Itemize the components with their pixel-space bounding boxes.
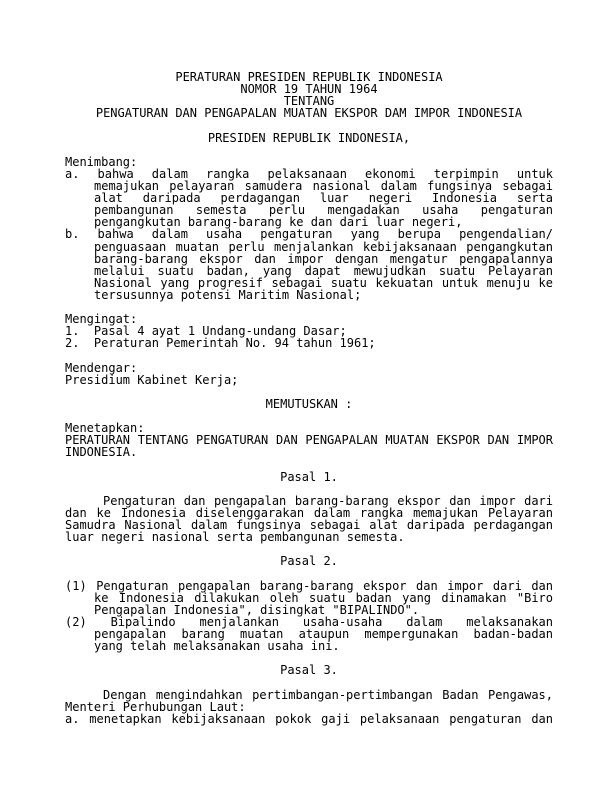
blank-line (65, 350, 553, 362)
mengingat-item-line: 2. Peraturan Pemerintah No. 94 tahun 1961; (65, 336, 376, 351)
menimbang-item-b-line: b. bahwa dalam usaha pengaturan yang berupa pengendalian/ (65, 227, 553, 242)
menimbang-item-a-line: pembangunan semesta perlu mengadakan usaha pengaturan (94, 203, 553, 218)
pasal1-heading: Pasal 1. (280, 469, 338, 484)
pasal2-item2-line: pengapalan barang muatan ataupun mempergunakan badan-badan (94, 627, 553, 642)
menimbang-item-b-line: Nasional yang progresif sebagai suatu kekuatan untuk menuju ke (94, 275, 553, 290)
menimbang-label: Menimbang: (65, 154, 138, 169)
blank-line (65, 676, 553, 688)
menimbang-item-b-line: barang-barang ekspor dan impor dengan mengatur pengapalannya (94, 251, 553, 266)
pasal1-body-line: Samudra Nasional dalam fungsinya sebagai alat daripada perdagangan (65, 518, 553, 533)
menetapkan-label: Menetapkan: (65, 421, 145, 436)
blank-line (65, 301, 553, 313)
blank-line (65, 567, 553, 579)
document-text-column (65, 71, 553, 725)
pasal3-body-line: Menteri Perhubungan Laut: (65, 699, 246, 714)
pasal2-heading: Pasal 2. (280, 554, 338, 569)
pasal1-body-line: dan ke Indonesia diselenggarakan dalam rangka memajukan Pelayaran (65, 505, 553, 520)
blank-line (65, 483, 553, 495)
pasal2-item2-line: yang telah melaksanakan usaha ini. (94, 639, 340, 654)
pasal3-heading: Pasal 3. (280, 663, 338, 678)
pasal2-item1-line: Pengapalan Indonesia", disingkat "BIPALINDO". (94, 602, 420, 617)
pasal1-body-line: Pengaturan dan pengapalan barang-barang ekspor dan impor dari (103, 493, 553, 508)
menetapkan-body-line: PERATURAN TENTANG PENGATURAN DAN PENGAPALAN MUATAN EKSPOR DAN IMPOR (65, 433, 553, 448)
doc-subject-line: PENGATURAN DAN PENGAPALAN MUATAN EKSPOR DAM IMPOR INDONESIA (95, 106, 523, 121)
menimbang-item-b-line: melalui suatu badan, yang dapat mewujudkan suatu Pelayaran (94, 263, 553, 278)
pasal3-body-line: a. menetapkan kebijaksanaan pokok gaji pelaksanaan pengaturan dan (65, 711, 553, 726)
menimbang-item-a-line: a. bahwa dalam rangka pelaksanaan ekonomi terpimpin untuk (65, 166, 553, 181)
pasal2-item1-line: ke Indonesia dilakukan oleh suatu badan yang dinamakan "Biro (94, 590, 553, 605)
pasal3-body-line: Dengan mengindahkan pertimbangan-pertimbangan Badan Pengawas, (103, 687, 553, 702)
pasal2-item2-line: (2) Bipalindo menjalankan usaha-usaha dalam melaksanakan (65, 614, 553, 629)
mengingat-label: Mengingat: (65, 312, 138, 327)
menimbang-item-b-line: tersusunnya potensi Maritim Nasional; (94, 287, 362, 302)
menimbang-item-a-line: memajukan pelayaran samudera nasional dalam fungsinya sebagai (94, 178, 553, 193)
pasal1-body-line: luar negeri nasional serta pembangunan semesta. (65, 530, 405, 545)
doc-tentang-line: TENTANG (283, 94, 335, 109)
blank-line (65, 144, 553, 156)
issuer-line: PRESIDEN REPUBLIK INDONESIA, (207, 130, 411, 145)
menetapkan-body-line: INDONESIA. (65, 445, 138, 460)
mendengar-body-line: Presidium Kabinet Kerja; (65, 372, 239, 387)
mendengar-label: Mendengar: (65, 360, 138, 375)
menimbang-item-b-line: penguasaan muatan perlu menjalankan kebijaksanaan pengangkutan (94, 239, 553, 254)
blank-line (65, 119, 553, 131)
pasal2-item1-line: (1) Pengaturan pengapalan barang-barang ekspor dan impor dari dan (65, 578, 553, 593)
mengingat-item-line: 1. Pasal 4 ayat 1 Undang-undang Dasar; (65, 324, 347, 339)
blank-line (65, 459, 553, 471)
doc-number-line: NOMOR 19 TAHUN 1964 (240, 82, 378, 97)
menimbang-item-a-line: alat daripada perdagangan luar negeri Indonesia serta (94, 191, 553, 206)
doc-title-line: PERATURAN PRESIDEN REPUBLIK INDONESIA (175, 70, 443, 84)
memutuskan-heading: MEMUTUSKAN : (265, 396, 353, 411)
menimbang-item-a-line: pengangkutan barang-barang ke dan dari luar negeri, (94, 215, 463, 230)
